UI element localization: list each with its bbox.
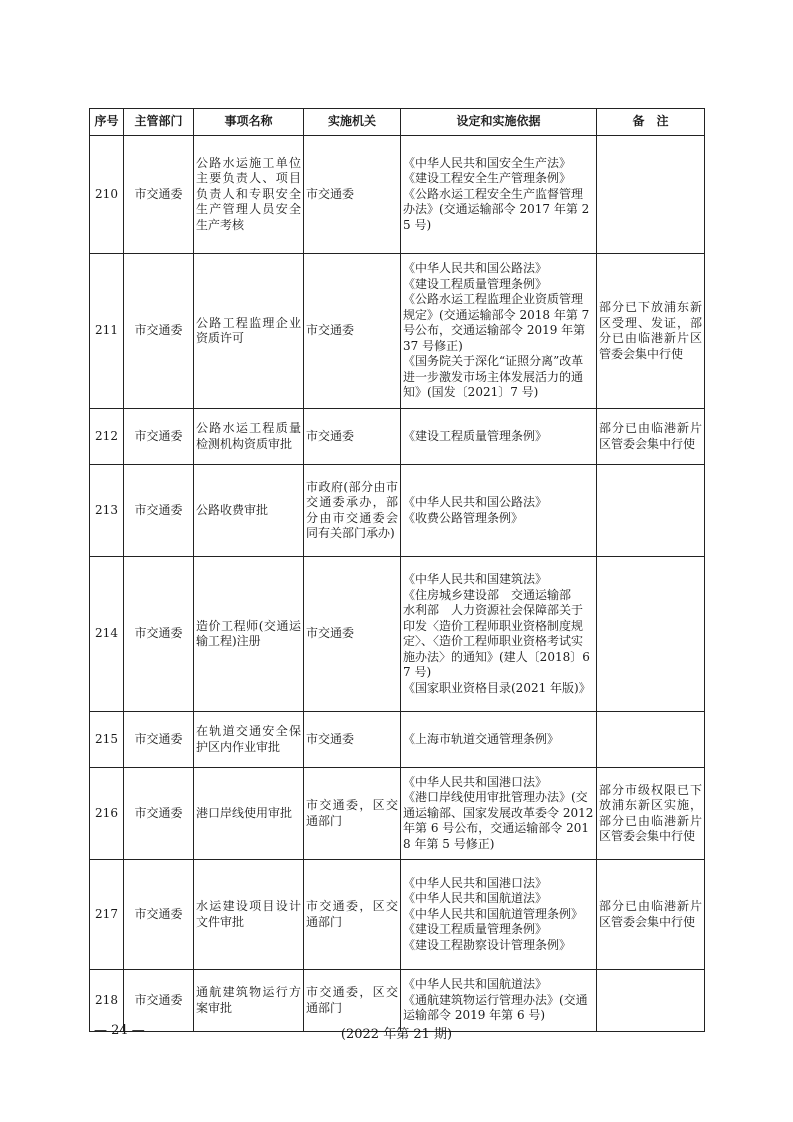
- row-basis: [401, 465, 597, 557]
- row-basis: [401, 712, 597, 768]
- basis-line: 《建设工程质量管理条例》: [403, 428, 548, 443]
- basis-line: 《国务院关于深化“证照分离”改革进一步激发市场主体发展活力的通知》(国发〔2021〕7 号): [403, 354, 584, 400]
- row-dept: 市交通委: [124, 136, 194, 254]
- basis-line: 《中华人民共和国建筑法》: [403, 572, 548, 586]
- table-row: [90, 768, 705, 860]
- row-note: 部分已由临港新片区管委会集中行使: [597, 409, 705, 465]
- header-agency: 实施机关: [304, 109, 401, 136]
- row-agency: 市交通委，区交通部门: [304, 970, 401, 1032]
- basis-line: 《收费公路管理条例》: [403, 510, 524, 525]
- header-basis: 设定和实施依据: [401, 109, 597, 136]
- basis-line: 《中华人民共和国公路法》: [403, 495, 548, 509]
- row-dept: 市交通委: [124, 970, 194, 1032]
- row-agency: 市交通委: [304, 136, 401, 254]
- table-row: [90, 465, 705, 557]
- basis-line: 《建设工程勘察设计管理条例》: [403, 937, 572, 952]
- row-dept: 市交通委: [124, 768, 194, 860]
- row-note: 部分已下放浦东新区受理、发证，部分已由临港新片区管委会集中行使: [597, 254, 705, 409]
- row-note: 部分已由临港新片区管委会集中行使: [597, 860, 705, 970]
- row-item-name: 公路收费审批: [194, 465, 304, 557]
- row-item-name: 公路工程监理企业资质许可: [194, 254, 304, 409]
- basis-line: 《公路水运工程安全生产监督管理办法》(交通运输部令 2017 年第 25 号): [403, 186, 590, 232]
- row-dept: 市交通委: [124, 712, 194, 768]
- table-row: [90, 712, 705, 768]
- table-row: [90, 136, 705, 254]
- row-item-name: 公路水运施工单位主要负责人、项目负责人和专职安全生产管理人员安全生产考核: [194, 136, 304, 254]
- row-dept: 市交通委: [124, 465, 194, 557]
- row-item-name: 公路水运工程质量检测机构资质审批: [194, 409, 304, 465]
- table-row: [90, 409, 705, 465]
- basis-line: 《中华人民共和国港口法》: [403, 774, 548, 789]
- row-number: 218: [90, 970, 124, 1032]
- row-note: [597, 712, 705, 768]
- row-number: 216: [90, 768, 124, 860]
- basis-line: 《国家职业资格目录(2021 年版)》: [403, 680, 591, 695]
- basis-line: 《建设工程安全生产管理条例》: [403, 171, 572, 186]
- page-number: — 24 —: [94, 1023, 145, 1038]
- row-note: [597, 557, 705, 712]
- basis-line: 《通航建筑物运行管理办法》(交通运输部令 2019 年第 6 号): [403, 992, 588, 1023]
- row-agency: 市交通委，区交通部门: [304, 860, 401, 970]
- issue-label: (2022 年第 21 期): [340, 1027, 453, 1042]
- basis-line: 《住房城乡建设部 交通运输部 水利部 人力资源社会保障部关于印发〈造价工程师职业资格制度规定〉、〈造价工程师职业资格考试实施办法〉的通知》(建人〔2018〕67 号): [403, 587, 590, 679]
- basis-line: 《中华人民共和国航道法》: [403, 977, 548, 992]
- row-dept: 市交通委: [124, 557, 194, 712]
- basis-line: 《中华人民共和国公路法》: [403, 261, 548, 276]
- basis-line: 《中华人民共和国航道法》: [403, 891, 548, 906]
- basis-line: 《中华人民共和国安全生产法》: [403, 155, 572, 170]
- basis-line: 《建设工程质量管理条例》: [403, 276, 548, 291]
- row-agency: 市交通委: [304, 712, 401, 768]
- table-row: [90, 557, 705, 712]
- header-note: 备 注: [597, 109, 705, 136]
- row-agency: 市政府(部分由市交通委承办，部分由市交通委会同有关部门承办): [304, 465, 401, 557]
- row-number: 210: [90, 136, 124, 254]
- table-body: [90, 136, 705, 1032]
- row-basis: [401, 136, 597, 254]
- row-agency: 市交通委: [304, 557, 401, 712]
- basis-line: 《上海市轨道交通管理条例》: [403, 731, 560, 746]
- row-item-name: 港口岸线使用审批: [194, 768, 304, 860]
- table-row: [90, 254, 705, 409]
- row-note: [597, 465, 705, 557]
- basis-line: 《中华人民共和国港口法》: [403, 875, 548, 890]
- row-item-name: 水运建设项目设计文件审批: [194, 860, 304, 970]
- row-agency: 市交通委: [304, 409, 401, 465]
- row-number: 213: [90, 465, 124, 557]
- header-name: 事项名称: [194, 109, 304, 136]
- row-basis: [401, 409, 597, 465]
- row-basis: [401, 254, 597, 409]
- permit-table: [89, 108, 705, 1032]
- row-agency: 市交通委: [304, 254, 401, 409]
- row-number: 211: [90, 254, 124, 409]
- header-no: 序号: [90, 109, 124, 136]
- row-basis: [401, 557, 597, 712]
- row-dept: 市交通委: [124, 860, 194, 970]
- row-item-name: 在轨道交通安全保护区内作业审批: [194, 712, 304, 768]
- row-number: 214: [90, 557, 124, 712]
- row-basis: [401, 768, 597, 860]
- basis-line: 《中华人民共和国航道管理条例》: [403, 906, 584, 921]
- basis-line: 《建设工程质量管理条例》: [403, 922, 548, 937]
- row-number: 212: [90, 409, 124, 465]
- row-note: [597, 136, 705, 254]
- row-dept: 市交通委: [124, 254, 194, 409]
- row-item-name: 造价工程师(交通运输工程)注册: [194, 557, 304, 712]
- row-basis: [401, 860, 597, 970]
- basis-line: 《港口岸线使用审批管理办法》(交通运输部、国家发展改革委令 2012 年第 6 号公布，交通运输部令 2018 年第 5 号修正): [403, 790, 594, 851]
- basis-line: 《公路水运工程监理企业资质管理规定》(交通运输部令 2018 年第 7 号公布，交通运输部令 2019 年第 37 号修正): [403, 292, 590, 353]
- permit-table-container: [89, 108, 704, 1032]
- row-dept: 市交通委: [124, 409, 194, 465]
- row-item-name: 通航建筑物运行方案审批: [194, 970, 304, 1032]
- header-dept: 主管部门: [124, 109, 194, 136]
- table-header-row: [90, 109, 705, 136]
- row-note: 部分市级权限已下放浦东新区实施，部分已由临港新片区管委会集中行使: [597, 768, 705, 860]
- row-agency: 市交通委，区交通部门: [304, 768, 401, 860]
- table-row: [90, 860, 705, 970]
- row-number: 217: [90, 860, 124, 970]
- row-number: 215: [90, 712, 124, 768]
